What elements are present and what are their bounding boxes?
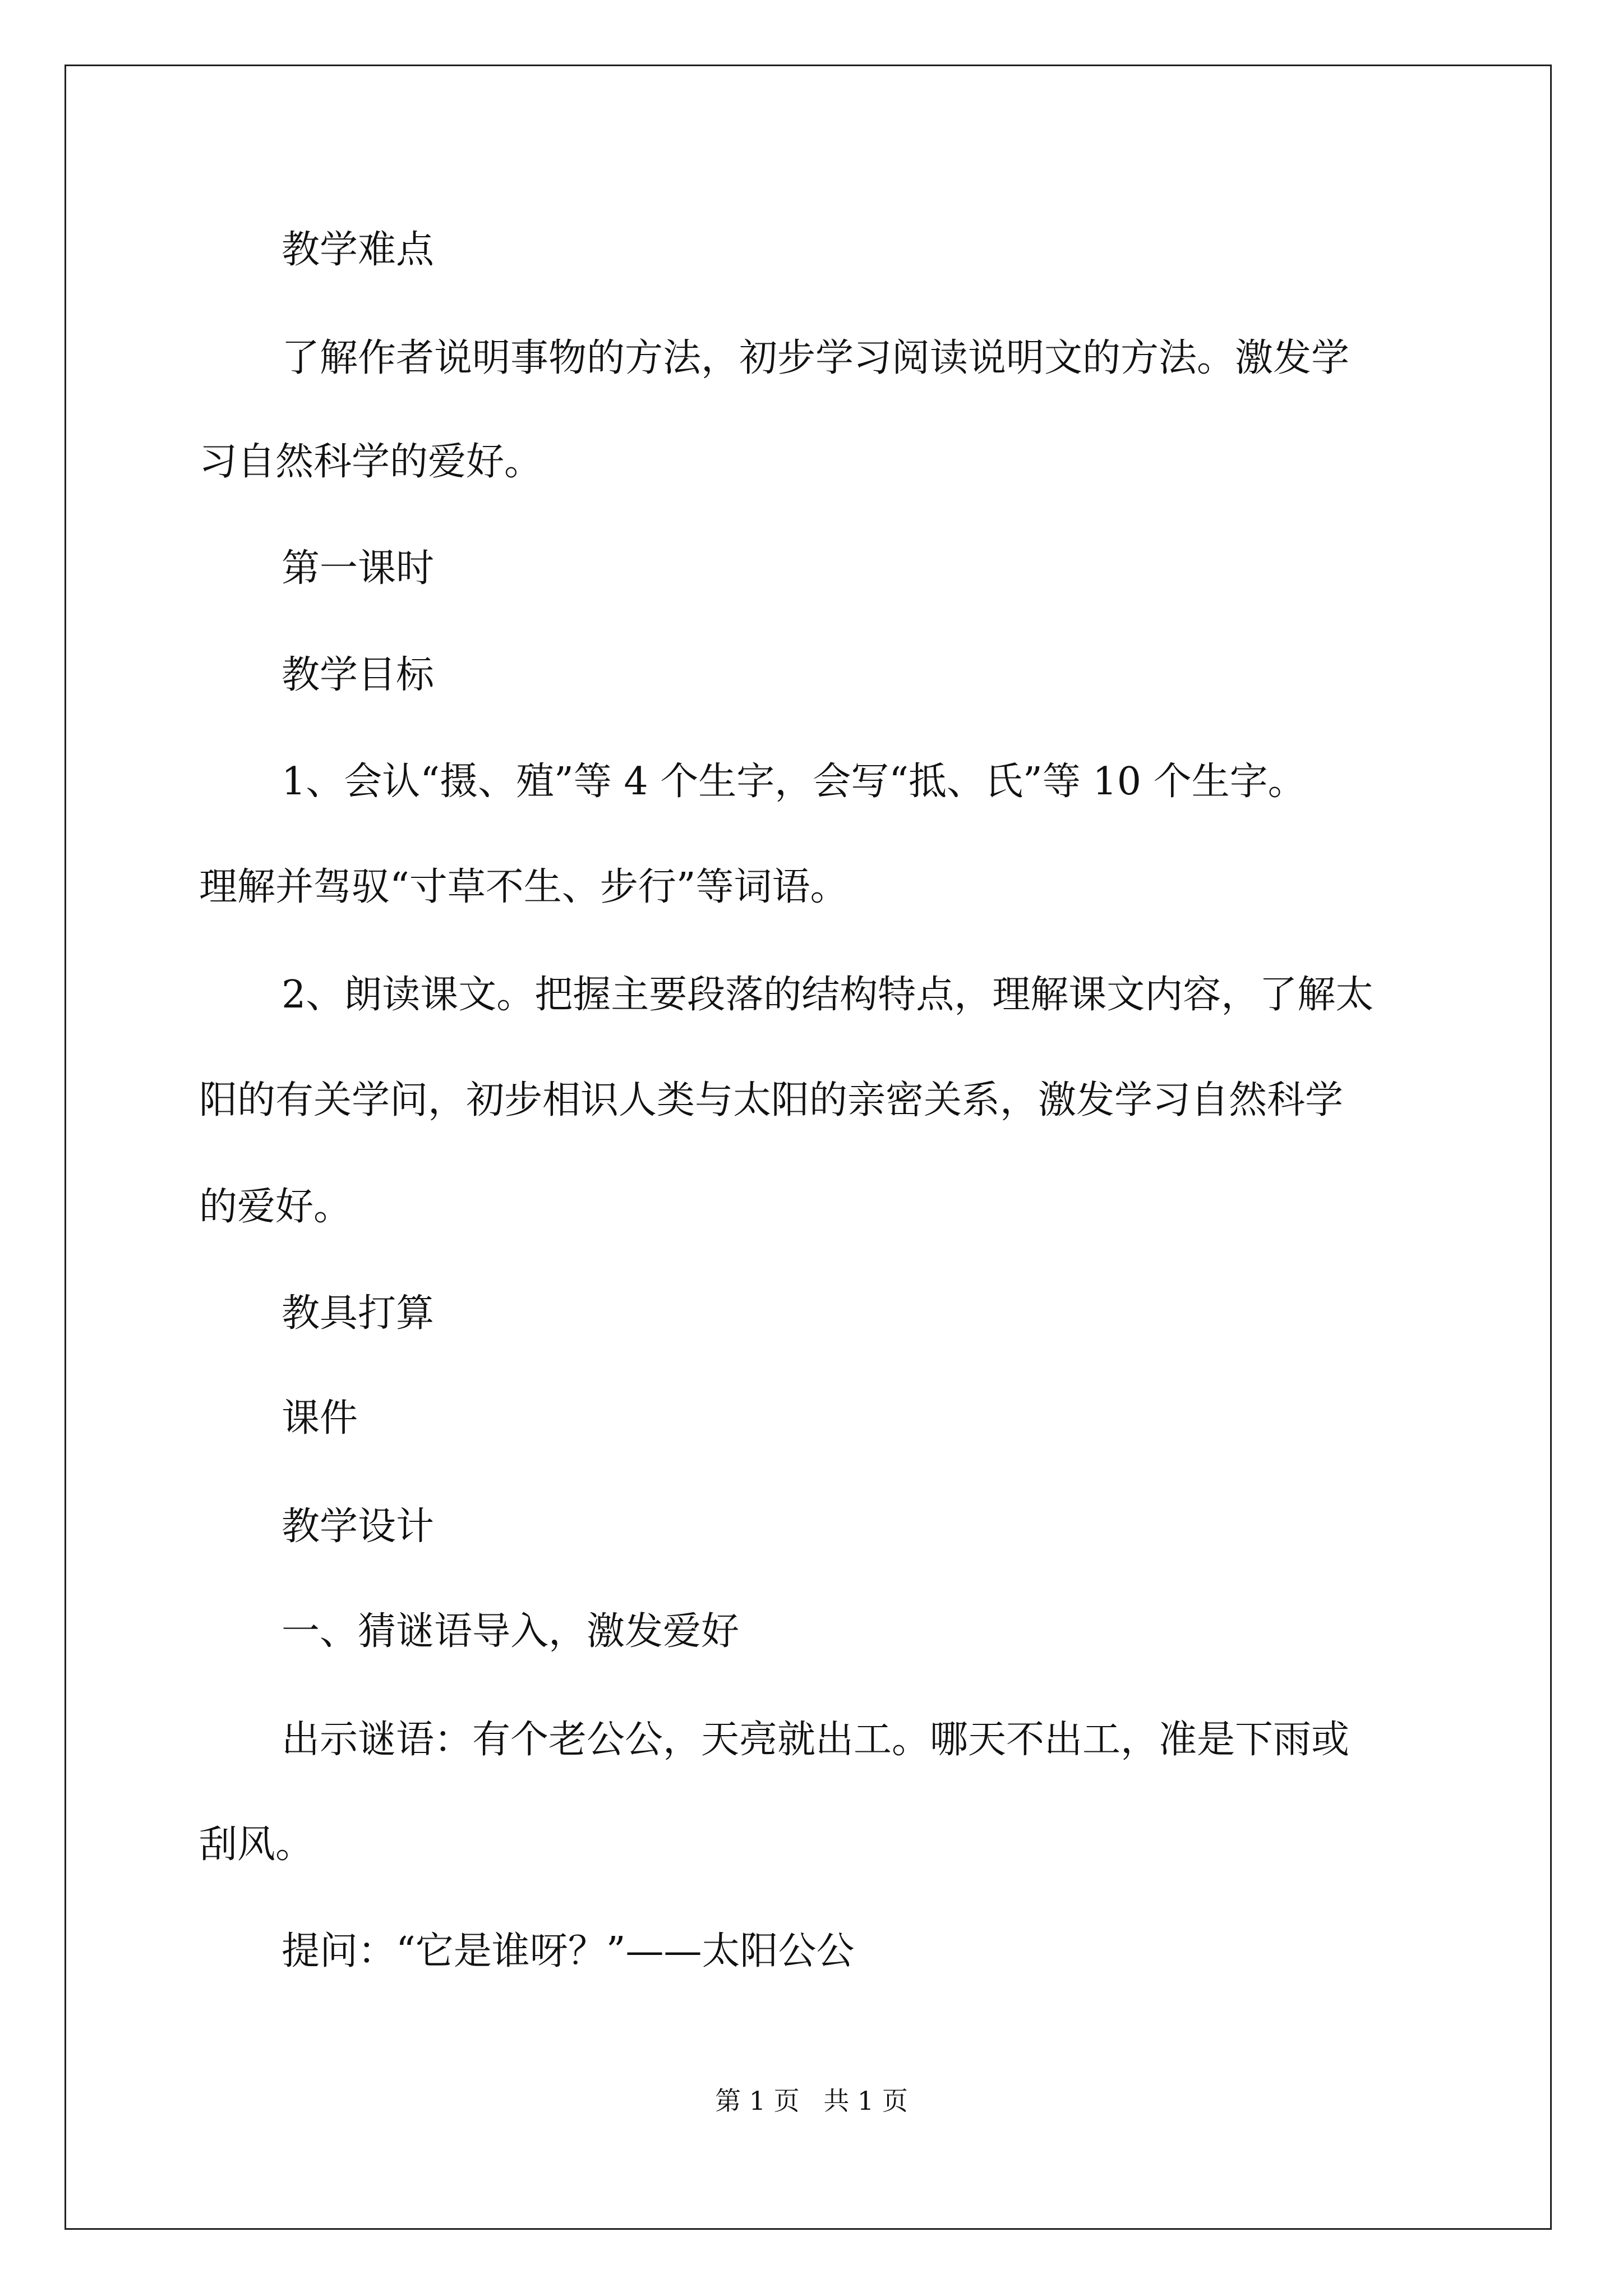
paragraph-line: 了解作者说明事物的方法，初步学习阅读说明文的方法。激发学 — [282, 336, 1350, 380]
paragraph-line: 阳的有关学问，初步相识人类与太阳的亲密关系，激发学习自然科学 — [199, 1078, 1344, 1122]
paragraph-line: 出示谜语：有个老公公，天亮就出工。哪天不出工，准是下雨或 — [282, 1718, 1350, 1762]
page-number: 第 1 页 — [715, 2086, 800, 2116]
paragraph-line: 习自然科学的爱好。 — [199, 440, 543, 484]
heading-teaching-difficulty: 教学难点 — [282, 228, 435, 272]
heading-first-lesson: 第一课时 — [282, 546, 435, 591]
paragraph-line: 1、会认“摄、殖”等 4 个生字，会写“抵、氏”等 10 个生字。 — [282, 760, 1306, 804]
paragraph-line: 2、朗读课文。把握主要段落的结构特点，理解课文内容，了解太 — [282, 973, 1374, 1017]
paragraph-line: 提问：“它是谁呀？”——太阳公公 — [282, 1929, 855, 1973]
heading-teaching-goals: 教学目标 — [282, 653, 435, 697]
paragraph-line: 课件 — [282, 1396, 358, 1441]
section-heading: 一、猜谜语导入，激发爱好 — [282, 1609, 740, 1654]
heading-teaching-aids: 教具打算 — [282, 1291, 435, 1336]
page-border — [64, 65, 1552, 2230]
paragraph-line: 刮风。 — [199, 1823, 314, 1867]
page-total: 共 1 页 — [823, 2086, 908, 2116]
page-footer — [0, 2088, 1623, 2114]
paragraph-line: 的爱好。 — [199, 1185, 352, 1229]
heading-teaching-design: 教学设计 — [282, 1504, 435, 1549]
paragraph-line: 理解并驾驭“寸草不生、步行”等词语。 — [199, 865, 849, 909]
